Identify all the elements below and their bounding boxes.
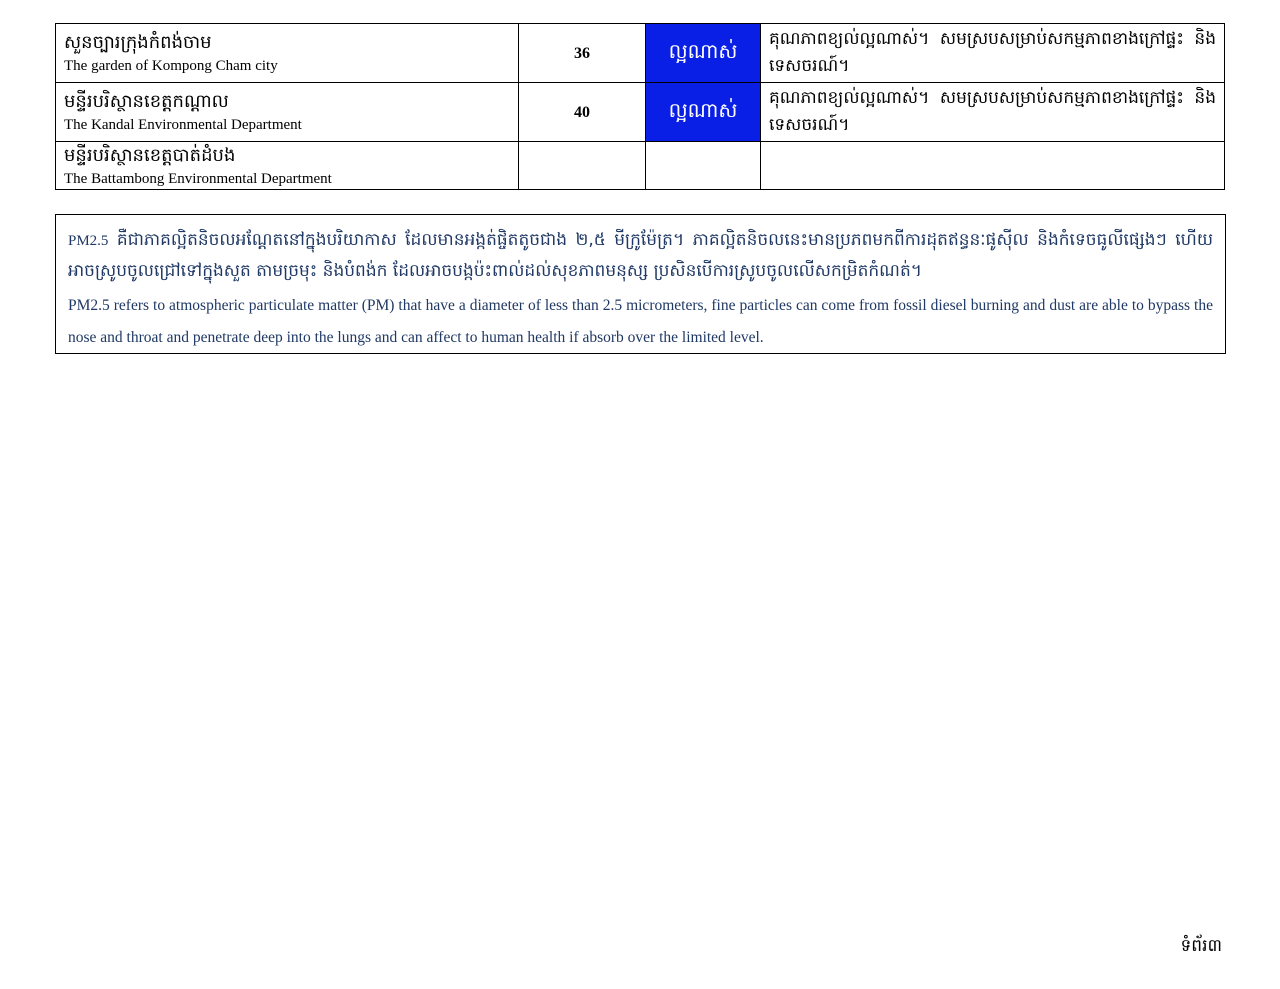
table-row <box>56 142 1225 190</box>
pm25-label: PM2.5 <box>68 233 109 249</box>
aqi-value: 40 <box>574 104 590 121</box>
aqi-description-cell <box>761 24 1225 83</box>
aqi-description-cell <box>761 83 1225 142</box>
table-row <box>56 83 1225 142</box>
station-name-cell <box>56 83 519 142</box>
station-name-kh: សួនច្បារក្រុងកំពង់ចាម <box>64 32 212 53</box>
station-name-kh: មន្ទីរបរិស្ថានខេត្តកណ្ដាល <box>64 91 229 112</box>
pm25-note-english: PM2.5 refers to atmospheric particulate matter (PM) that have a diameter of less than 2.5 micrometers, fine particles can come from fossil diesel burning and dust are able to bypass the nose and throat and penetrate deep into the lungs and can affect to human health if absorb over the limited level. <box>68 297 1213 346</box>
station-name-en: The Battambong Environmental Department <box>64 170 332 187</box>
aqi-level-badge <box>646 24 761 83</box>
pm25-note-khmer <box>68 225 1213 286</box>
aqi-level-label: ល្អណាស់ <box>668 98 738 122</box>
station-name-en: The Kandal Environmental Department <box>64 117 302 133</box>
aqi-value-cell <box>519 83 646 142</box>
aqi-value: 36 <box>574 45 590 62</box>
aqi-value-cell <box>519 142 646 190</box>
aqi-level-label: ល្អណាស់ <box>668 39 738 63</box>
air-quality-table <box>55 23 1225 190</box>
aqi-value-cell <box>519 24 646 83</box>
aqi-level-badge <box>646 142 761 190</box>
aqi-level-badge <box>646 83 761 142</box>
page-number: ទំព័រ៣ <box>1180 936 1222 956</box>
station-name-en: The garden of Kompong Cham city <box>64 58 278 74</box>
aqi-description: គុណភាពខ្យល់ល្អណាស់។ សមស្របសម្រាប់សកម្មភាពខាងក្រៅផ្ទះ និងទេសចរណ៍។ <box>769 29 1216 76</box>
table-row <box>56 24 1225 83</box>
aqi-description-cell <box>761 142 1225 190</box>
aqi-description: គុណភាពខ្យល់ល្អណាស់។ សមស្របសម្រាប់សកម្មភាពខាងក្រៅផ្ទះ និងទេសចរណ៍។ <box>769 88 1216 135</box>
pm25-note-khmer-text: គឺជាភាគល្អិតនិចលអណ្តែតនៅក្នុងបរិយាកាស ដែលមានអង្កត់ផ្ចិតតូចជាង ២,៥ មីក្រូម៉ែត្រ។ ភាគល្អិតនិចលនេះមានប្រភពមកពីការដុតឥន្ធនៈផូស៊ីល និងកំទេចធូលីផ្សេងៗ ហើយអាចស្រូបចូលជ្រៅទៅក្នុងសួត តាមច្រមុះ និងបំពង់ក ដែលអាចបង្កប៉ះពាល់ដល់សុខភាពមនុស្ស ប្រសិនបើការស្រូបចូលលើសកម្រិតកំណត់។ <box>68 230 1214 281</box>
station-name-cell <box>56 24 519 83</box>
station-name-kh: មន្ទីរបរិស្ថានខេត្តបាត់ដំបង <box>64 144 236 166</box>
pm25-note-box <box>55 214 1226 354</box>
station-name-cell <box>56 142 519 190</box>
